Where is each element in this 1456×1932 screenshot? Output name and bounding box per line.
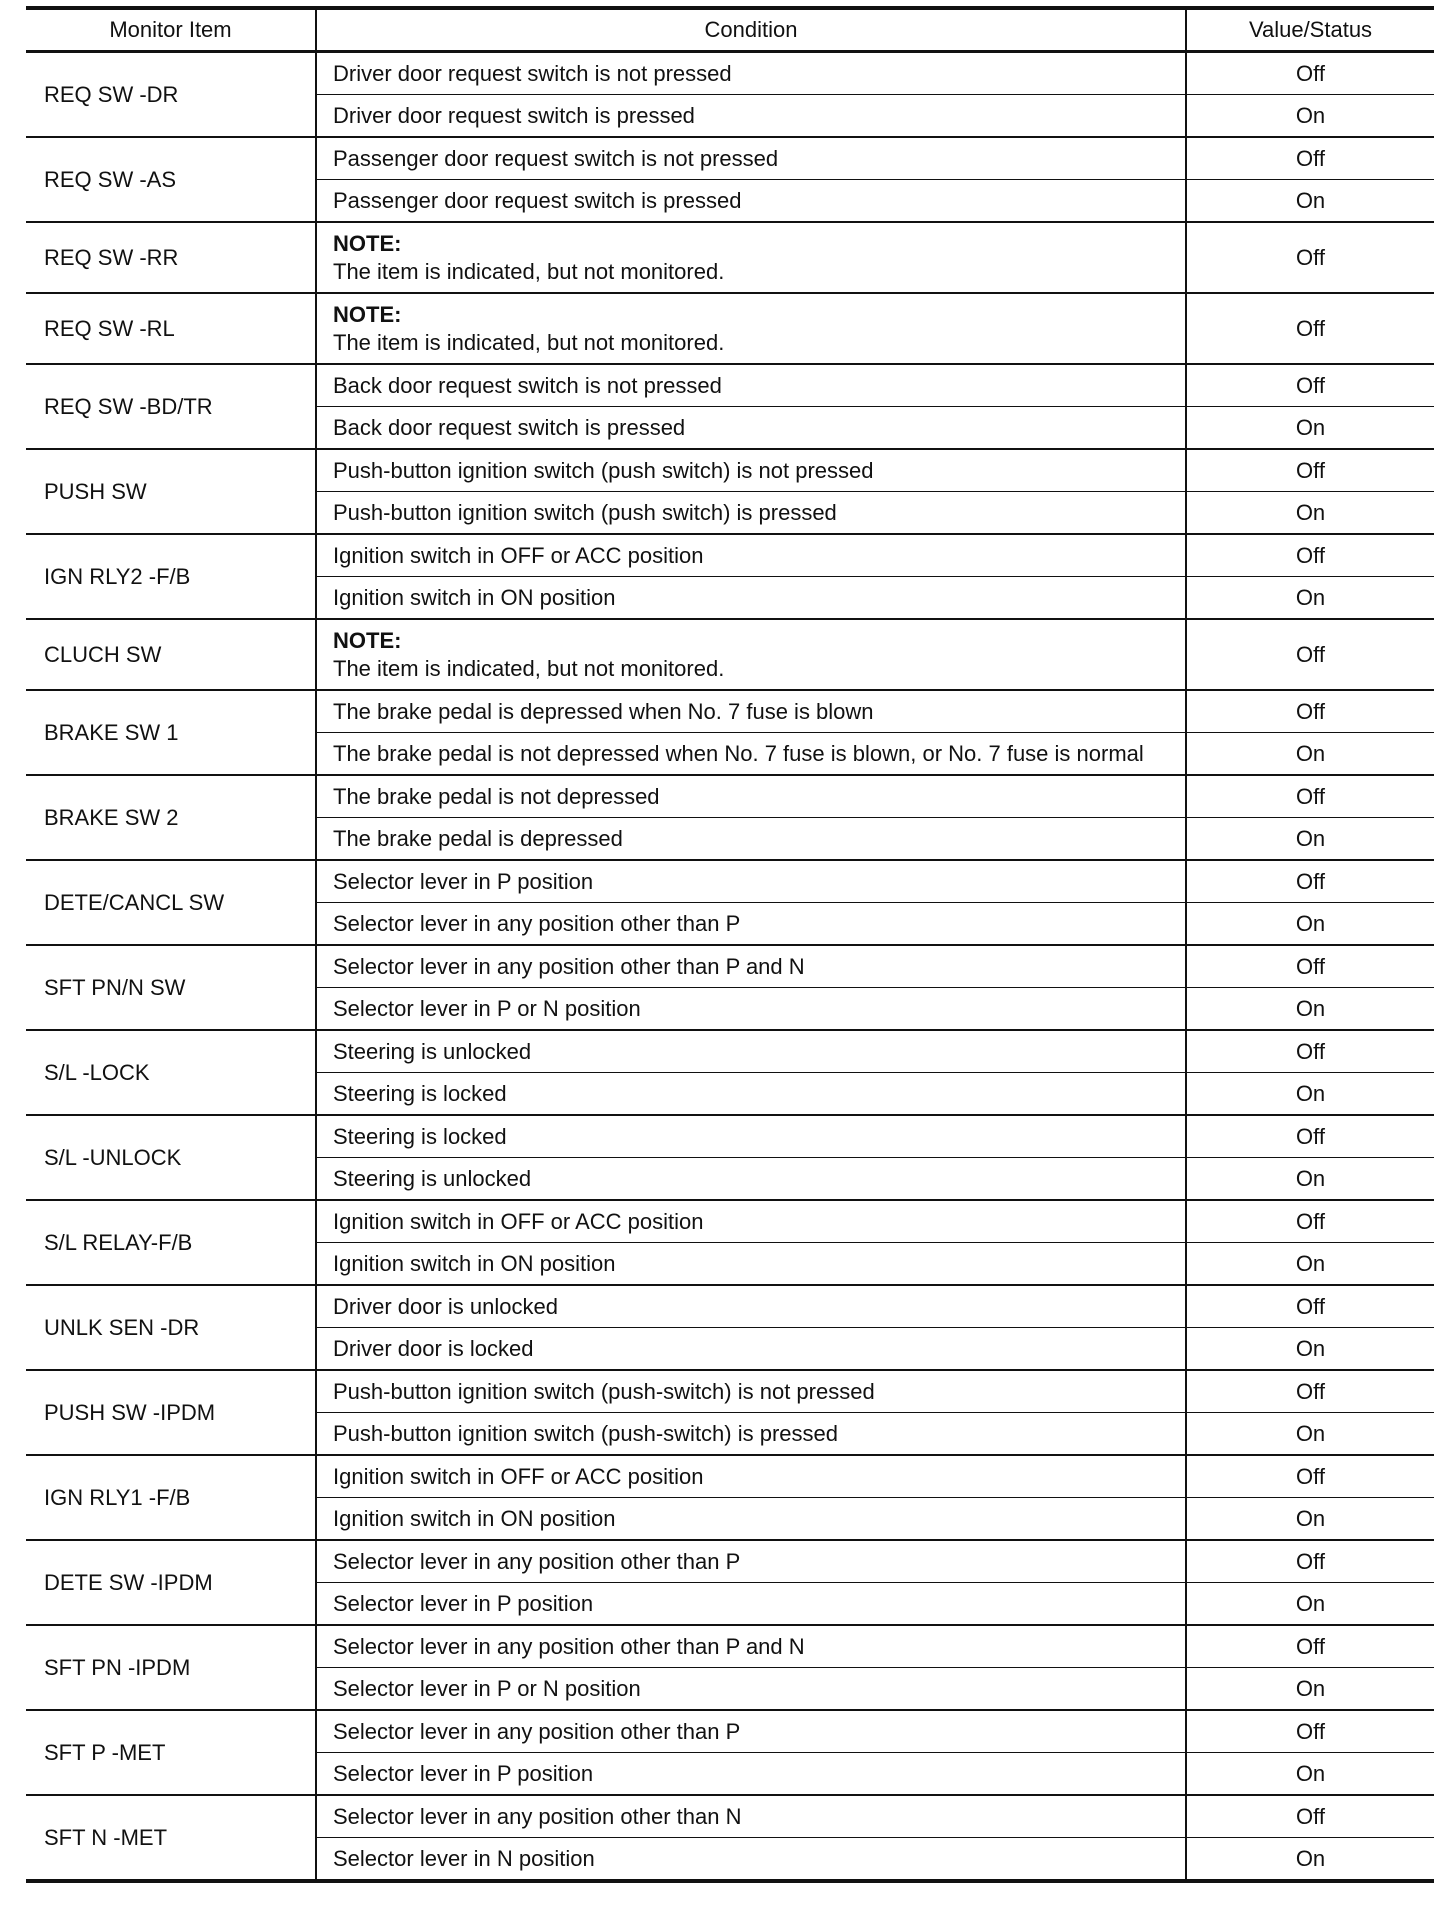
condition-cell: Ignition switch in OFF or ACC position	[316, 534, 1186, 577]
table-row	[26, 137, 1434, 180]
value-status-cell: On	[1186, 407, 1434, 450]
value-status-cell: On	[1186, 1073, 1434, 1116]
value-status-cell: On	[1186, 95, 1434, 138]
value-status-cell: On	[1186, 1243, 1434, 1286]
monitor-item-cell: DETE/CANCL SW	[26, 860, 316, 945]
value-status-cell: Off	[1186, 293, 1434, 364]
condition-cell: Selector lever in any position other than P	[316, 903, 1186, 946]
condition-cell	[316, 619, 1186, 690]
monitor-item-cell: SFT PN/N SW	[26, 945, 316, 1030]
note-text: The item is indicated, but not monitored.	[333, 655, 725, 681]
header-monitor-item: Monitor Item	[26, 8, 316, 52]
condition-cell: Selector lever in P or N position	[316, 988, 1186, 1031]
table-row	[26, 860, 1434, 903]
value-status-cell: Off	[1186, 1455, 1434, 1498]
table-row	[26, 1030, 1434, 1073]
condition-cell: Back door request switch is pressed	[316, 407, 1186, 450]
table-row	[26, 1795, 1434, 1838]
condition-cell: Driver door request switch is not pressed	[316, 52, 1186, 95]
table-row	[26, 945, 1434, 988]
value-status-cell: Off	[1186, 945, 1434, 988]
table-row	[26, 1285, 1434, 1328]
condition-cell: Steering is locked	[316, 1073, 1186, 1116]
condition-cell: The brake pedal is depressed	[316, 818, 1186, 861]
condition-cell: Push-button ignition switch (push-switch) is pressed	[316, 1413, 1186, 1456]
monitor-item-table	[26, 6, 1434, 1883]
value-status-cell: Off	[1186, 860, 1434, 903]
condition-cell: Steering is unlocked	[316, 1158, 1186, 1201]
table-row	[26, 364, 1434, 407]
condition-cell: Ignition switch in OFF or ACC position	[316, 1455, 1186, 1498]
monitor-item-cell: IGN RLY1 -F/B	[26, 1455, 316, 1540]
condition-cell: The brake pedal is depressed when No. 7 fuse is blown	[316, 690, 1186, 733]
value-status-cell: Off	[1186, 137, 1434, 180]
condition-cell: Selector lever in P or N position	[316, 1668, 1186, 1711]
condition-cell: Ignition switch in ON position	[316, 577, 1186, 620]
value-status-cell: On	[1186, 1328, 1434, 1371]
header-condition: Condition	[316, 8, 1186, 52]
value-status-cell: Off	[1186, 364, 1434, 407]
condition-cell: Push-button ignition switch (push-switch) is not pressed	[316, 1370, 1186, 1413]
value-status-cell: On	[1186, 1413, 1434, 1456]
note-text: The item is indicated, but not monitored.	[333, 329, 725, 355]
monitor-item-cell: S/L -LOCK	[26, 1030, 316, 1115]
condition-cell: Driver door request switch is pressed	[316, 95, 1186, 138]
value-status-cell: Off	[1186, 222, 1434, 293]
condition-cell	[316, 222, 1186, 293]
value-status-cell: On	[1186, 1158, 1434, 1201]
monitor-item-cell: SFT P -MET	[26, 1710, 316, 1795]
condition-cell: Steering is unlocked	[316, 1030, 1186, 1073]
condition-cell: Steering is locked	[316, 1115, 1186, 1158]
table-row	[26, 1540, 1434, 1583]
header-row	[26, 8, 1434, 52]
table-row	[26, 534, 1434, 577]
value-status-cell: Off	[1186, 52, 1434, 95]
value-status-cell: Off	[1186, 1200, 1434, 1243]
condition-cell: Push-button ignition switch (push switch) is pressed	[316, 492, 1186, 535]
value-status-cell: Off	[1186, 1625, 1434, 1668]
monitor-item-cell: SFT PN -IPDM	[26, 1625, 316, 1710]
value-status-cell: On	[1186, 1753, 1434, 1796]
value-status-cell: On	[1186, 180, 1434, 223]
table-row	[26, 449, 1434, 492]
value-status-cell: On	[1186, 1583, 1434, 1626]
monitor-item-cell: REQ SW -RR	[26, 222, 316, 293]
value-status-cell: On	[1186, 1838, 1434, 1882]
monitor-item-cell: DETE SW -IPDM	[26, 1540, 316, 1625]
condition-cell: Selector lever in P position	[316, 1753, 1186, 1796]
value-status-cell: On	[1186, 733, 1434, 776]
table-row	[26, 1625, 1434, 1668]
condition-cell: Selector lever in any position other than P and N	[316, 945, 1186, 988]
condition-cell: Push-button ignition switch (push switch) is not pressed	[316, 449, 1186, 492]
value-status-cell: Off	[1186, 449, 1434, 492]
table-row	[26, 690, 1434, 733]
condition-cell: The brake pedal is not depressed when No. 7 fuse is blown, or No. 7 fuse is normal	[316, 733, 1186, 776]
condition-cell: Driver door is locked	[316, 1328, 1186, 1371]
table-body	[26, 52, 1434, 1882]
monitor-item-cell: REQ SW -DR	[26, 52, 316, 138]
note-text: The item is indicated, but not monitored.	[333, 258, 725, 284]
table-row	[26, 1115, 1434, 1158]
monitor-item-cell: S/L -UNLOCK	[26, 1115, 316, 1200]
condition-cell: Selector lever in P position	[316, 1583, 1186, 1626]
monitor-item-cell: BRAKE SW 1	[26, 690, 316, 775]
value-status-cell: Off	[1186, 1795, 1434, 1838]
table-row	[26, 52, 1434, 95]
condition-cell: Ignition switch in ON position	[316, 1243, 1186, 1286]
monitor-item-cell: REQ SW -BD/TR	[26, 364, 316, 449]
note-label: NOTE:	[333, 230, 402, 256]
monitor-item-cell: SFT N -MET	[26, 1795, 316, 1881]
note-label: NOTE:	[333, 627, 402, 653]
condition-cell: Ignition switch in OFF or ACC position	[316, 1200, 1186, 1243]
condition-cell	[316, 293, 1186, 364]
value-status-cell: Off	[1186, 619, 1434, 690]
condition-cell: Driver door is unlocked	[316, 1285, 1186, 1328]
value-status-cell: Off	[1186, 775, 1434, 818]
monitor-item-cell: IGN RLY2 -F/B	[26, 534, 316, 619]
condition-cell: Ignition switch in ON position	[316, 1498, 1186, 1541]
value-status-cell: Off	[1186, 1030, 1434, 1073]
table-row	[26, 293, 1434, 364]
value-status-cell: Off	[1186, 1710, 1434, 1753]
value-status-cell: Off	[1186, 1370, 1434, 1413]
table-row	[26, 775, 1434, 818]
condition-cell: Selector lever in any position other than P	[316, 1710, 1186, 1753]
value-status-cell: Off	[1186, 1540, 1434, 1583]
monitor-item-cell: PUSH SW -IPDM	[26, 1370, 316, 1455]
condition-cell: Back door request switch is not pressed	[316, 364, 1186, 407]
condition-cell: Passenger door request switch is pressed	[316, 180, 1186, 223]
condition-cell: Passenger door request switch is not pressed	[316, 137, 1186, 180]
condition-cell: Selector lever in any position other than P and N	[316, 1625, 1186, 1668]
condition-cell: Selector lever in any position other than P	[316, 1540, 1186, 1583]
value-status-cell: On	[1186, 492, 1434, 535]
value-status-cell: Off	[1186, 534, 1434, 577]
table-row	[26, 1370, 1434, 1413]
monitor-item-cell: REQ SW -RL	[26, 293, 316, 364]
monitor-item-cell: CLUCH SW	[26, 619, 316, 690]
header-value-status: Value/Status	[1186, 8, 1434, 52]
table-row	[26, 1710, 1434, 1753]
value-status-cell: On	[1186, 903, 1434, 946]
monitor-item-cell: REQ SW -AS	[26, 137, 316, 222]
value-status-cell: On	[1186, 1668, 1434, 1711]
table-row	[26, 222, 1434, 293]
condition-cell: Selector lever in P position	[316, 860, 1186, 903]
monitor-item-cell: PUSH SW	[26, 449, 316, 534]
value-status-cell: On	[1186, 1498, 1434, 1541]
value-status-cell: On	[1186, 818, 1434, 861]
monitor-item-cell: S/L RELAY-F/B	[26, 1200, 316, 1285]
condition-cell: The brake pedal is not depressed	[316, 775, 1186, 818]
value-status-cell: On	[1186, 577, 1434, 620]
table-row	[26, 619, 1434, 690]
table-row	[26, 1200, 1434, 1243]
monitor-item-cell: UNLK SEN -DR	[26, 1285, 316, 1370]
value-status-cell: On	[1186, 988, 1434, 1031]
value-status-cell: Off	[1186, 690, 1434, 733]
condition-cell: Selector lever in N position	[316, 1838, 1186, 1882]
table-row	[26, 1455, 1434, 1498]
value-status-cell: Off	[1186, 1285, 1434, 1328]
note-label: NOTE:	[333, 301, 402, 327]
condition-cell: Selector lever in any position other than N	[316, 1795, 1186, 1838]
value-status-cell: Off	[1186, 1115, 1434, 1158]
monitor-item-cell: BRAKE SW 2	[26, 775, 316, 860]
